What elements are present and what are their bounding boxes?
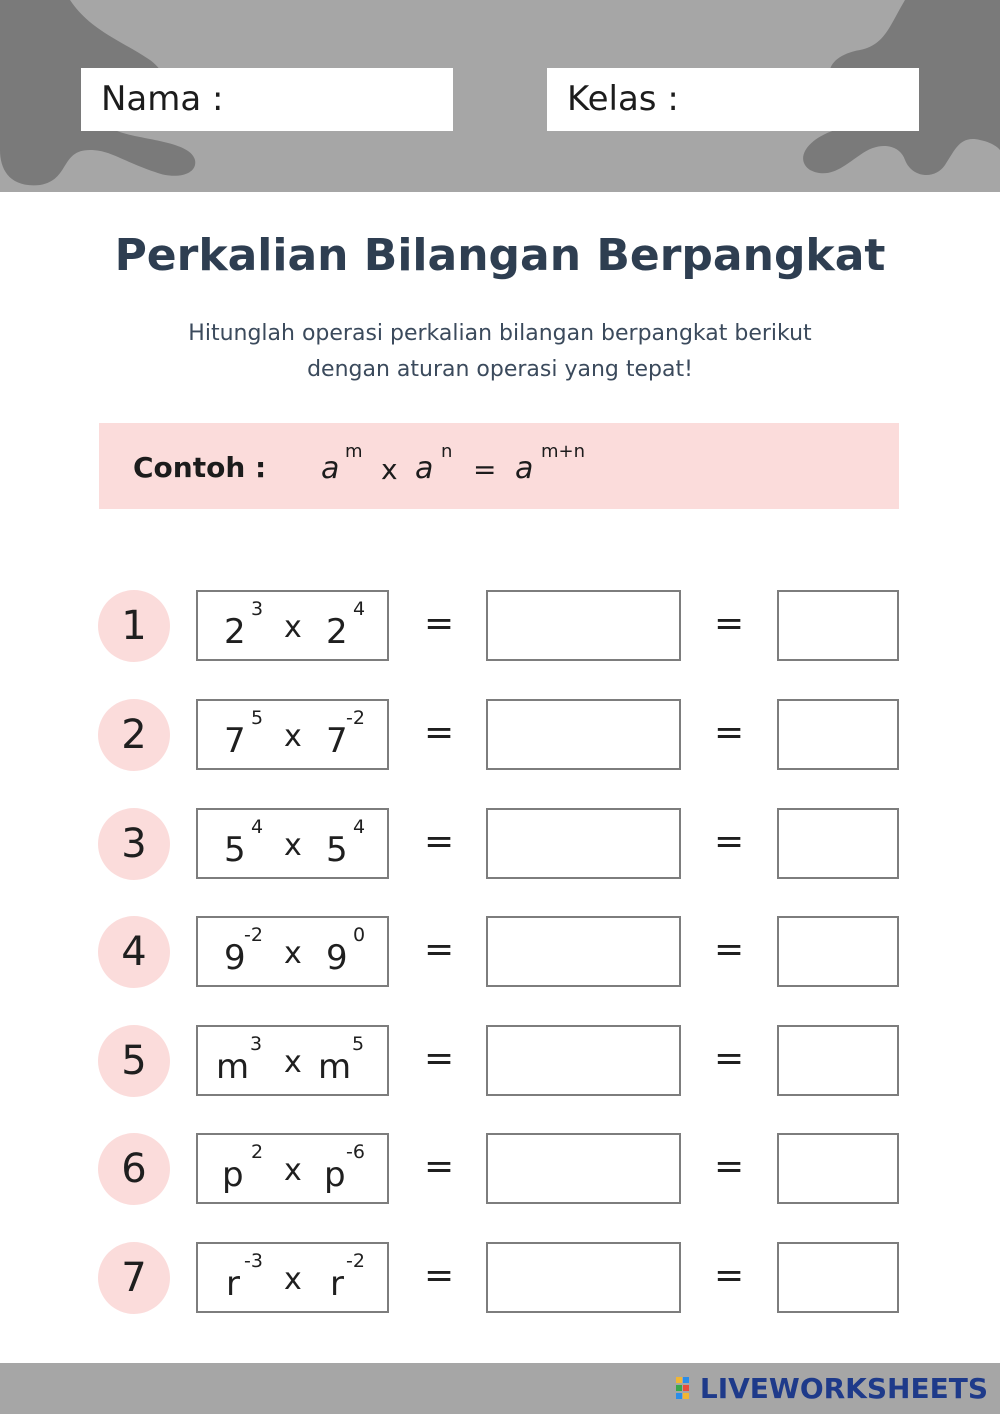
intermediate-answer-box[interactable] bbox=[486, 916, 681, 987]
equals-sign: = bbox=[714, 821, 745, 862]
problem-expression bbox=[196, 916, 389, 987]
problem-row-4 bbox=[0, 916, 1000, 988]
final-answer-box[interactable] bbox=[777, 808, 899, 879]
base-2: 2 bbox=[326, 612, 348, 652]
exponent-2: -6 bbox=[346, 1141, 365, 1163]
equals-sign: = bbox=[714, 712, 745, 753]
times-sign: x bbox=[284, 828, 302, 863]
equals-sign: = bbox=[424, 603, 455, 644]
problem-row-5 bbox=[0, 1025, 1000, 1097]
base-1: r bbox=[226, 1264, 240, 1304]
example-base-1: a bbox=[321, 451, 340, 486]
problem-expression bbox=[196, 1025, 389, 1096]
problem-row-2 bbox=[0, 699, 1000, 771]
times-sign: x bbox=[284, 719, 302, 754]
final-answer-box[interactable] bbox=[777, 590, 899, 661]
brand-name: LIVEWORKSHEETS bbox=[699, 1372, 988, 1405]
exponent-2: 4 bbox=[353, 816, 366, 838]
example-exp-result: m+n bbox=[541, 441, 586, 462]
exponent-1: -2 bbox=[244, 924, 263, 946]
base-1: 2 bbox=[224, 612, 246, 652]
base-2: 5 bbox=[326, 830, 348, 870]
equals-sign: = bbox=[714, 1038, 745, 1079]
page-title: Perkalian Bilangan Berpangkat bbox=[114, 230, 886, 281]
base-1: 9 bbox=[224, 938, 246, 978]
example-box bbox=[99, 423, 899, 509]
liveworksheets-icon bbox=[676, 1377, 698, 1401]
problem-number: 2 bbox=[98, 699, 170, 771]
problem-expression bbox=[196, 1133, 389, 1204]
example-formula bbox=[321, 423, 721, 509]
times-sign: x bbox=[284, 1045, 302, 1080]
instructions-line-2: dengan aturan operasi yang tepat! bbox=[307, 357, 693, 382]
base-1: p bbox=[222, 1155, 244, 1195]
intermediate-answer-box[interactable] bbox=[486, 1133, 681, 1204]
final-answer-box[interactable] bbox=[777, 1133, 899, 1204]
base-2: m bbox=[318, 1047, 352, 1087]
exponent-2: 0 bbox=[353, 924, 366, 946]
final-answer-box[interactable] bbox=[777, 699, 899, 770]
problem-number: 3 bbox=[98, 808, 170, 880]
problem-expression bbox=[196, 590, 389, 661]
exponent-2: 5 bbox=[352, 1033, 365, 1055]
intermediate-answer-box[interactable] bbox=[486, 1025, 681, 1096]
problem-number: 5 bbox=[98, 1025, 170, 1097]
example-label: Contoh : bbox=[133, 451, 267, 484]
final-answer-box[interactable] bbox=[777, 1025, 899, 1096]
times-sign: x bbox=[284, 1262, 302, 1297]
equals-sign: = bbox=[714, 1146, 745, 1187]
name-field[interactable] bbox=[81, 68, 453, 131]
base-1: 5 bbox=[224, 830, 246, 870]
times-sign: x bbox=[284, 1153, 302, 1188]
exponent-2: -2 bbox=[346, 1250, 365, 1272]
problem-expression bbox=[196, 699, 389, 770]
problem-number: 4 bbox=[98, 916, 170, 988]
final-answer-box[interactable] bbox=[777, 1242, 899, 1313]
instructions-line-1: Hitunglah operasi perkalian bilangan berpangkat berikut bbox=[188, 321, 812, 346]
base-2: 7 bbox=[326, 721, 348, 761]
times-sign: x bbox=[284, 936, 302, 971]
equals-sign: = bbox=[714, 603, 745, 644]
exponent-1: 4 bbox=[251, 816, 264, 838]
problem-row-3 bbox=[0, 808, 1000, 880]
intermediate-answer-box[interactable] bbox=[486, 699, 681, 770]
intermediate-answer-box[interactable] bbox=[486, 590, 681, 661]
exponent-1: 2 bbox=[251, 1141, 264, 1163]
times-sign: x bbox=[284, 610, 302, 645]
exponent-1: 3 bbox=[251, 598, 264, 620]
example-exp-2: n bbox=[441, 441, 453, 462]
problem-number: 7 bbox=[98, 1242, 170, 1314]
problem-row-6 bbox=[0, 1133, 1000, 1205]
problem-expression bbox=[196, 808, 389, 879]
final-answer-box[interactable] bbox=[777, 916, 899, 987]
name-label: Nama : bbox=[101, 79, 224, 119]
exponent-1: -3 bbox=[244, 1250, 263, 1272]
exponent-2: 4 bbox=[353, 598, 366, 620]
equals-sign: = bbox=[714, 929, 745, 970]
problem-row-1 bbox=[0, 590, 1000, 662]
example-exp-1: m bbox=[345, 441, 363, 462]
equals-sign: = bbox=[424, 1255, 455, 1296]
base-2: p bbox=[324, 1155, 346, 1195]
footer-bar bbox=[0, 1363, 1000, 1414]
base-2: 9 bbox=[326, 938, 348, 978]
example-base-2: a bbox=[415, 451, 434, 486]
equals-sign: = bbox=[424, 821, 455, 862]
header-banner bbox=[0, 0, 1000, 192]
equals-sign: = bbox=[714, 1255, 745, 1296]
base-1: m bbox=[216, 1047, 250, 1087]
equals-sign: = bbox=[424, 1146, 455, 1187]
problem-row-7 bbox=[0, 1242, 1000, 1314]
base-2: r bbox=[330, 1264, 344, 1304]
equals-sign: = bbox=[424, 712, 455, 753]
brand-logo[interactable] bbox=[676, 1373, 988, 1405]
base-1: 7 bbox=[224, 721, 246, 761]
instructions bbox=[140, 316, 860, 388]
exponent-1: 5 bbox=[251, 707, 264, 729]
equals-sign: = bbox=[424, 929, 455, 970]
example-base-3: a bbox=[515, 451, 534, 486]
example-times: x bbox=[381, 453, 398, 486]
exponent-2: -2 bbox=[346, 707, 365, 729]
class-label: Kelas : bbox=[567, 79, 679, 119]
intermediate-answer-box[interactable] bbox=[486, 1242, 681, 1313]
problem-number: 1 bbox=[98, 590, 170, 662]
intermediate-answer-box[interactable] bbox=[486, 808, 681, 879]
exponent-1: 3 bbox=[250, 1033, 263, 1055]
problem-number: 6 bbox=[98, 1133, 170, 1205]
problem-expression bbox=[196, 1242, 389, 1313]
example-equals: = bbox=[473, 453, 497, 486]
class-field[interactable] bbox=[547, 68, 919, 131]
equals-sign: = bbox=[424, 1038, 455, 1079]
